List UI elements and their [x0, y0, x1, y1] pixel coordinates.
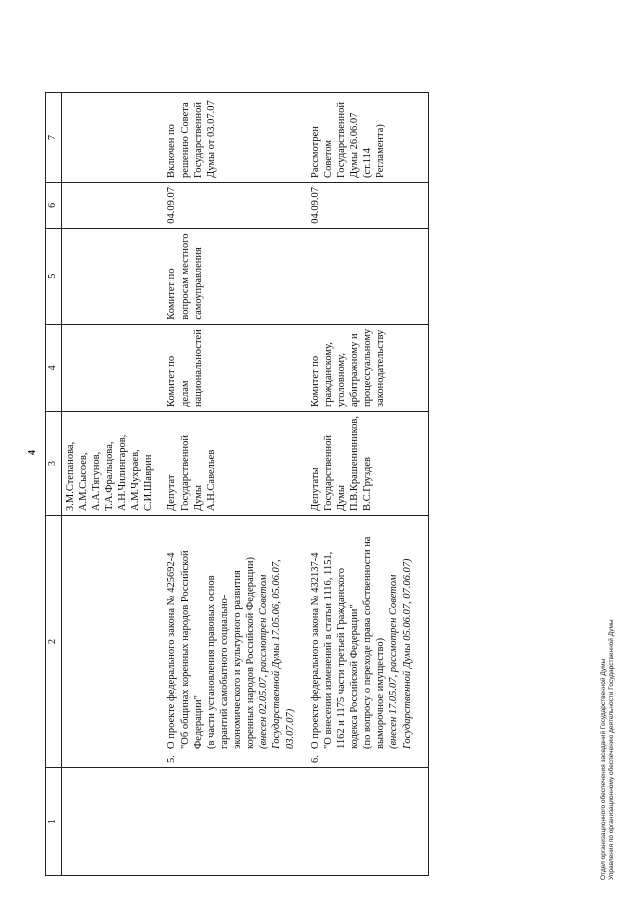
committee-line: законодательству [375, 329, 387, 407]
committee-cell [163, 324, 306, 411]
author-line: А.Н.Савельев [205, 449, 217, 511]
bill-title-line: "О внесении изменений в статьи 1116, 1151, [322, 551, 334, 749]
bill-title-line: (по вопросу о переходе права собственности на [362, 536, 374, 749]
bill-title-line: О проекте федерального закона № 432137-4 [309, 552, 321, 749]
table-row [163, 92, 306, 875]
author-line: Государственной [179, 435, 191, 511]
bill-title-line: "Об общинах коренных народов Российской [179, 550, 191, 749]
author-line: Думы [335, 485, 347, 511]
bill-title-line: выморочное имущество) [375, 637, 387, 749]
column-header: 7 [46, 92, 62, 182]
bill-title-cell [307, 516, 429, 768]
author-line: В.С.Груздев [362, 457, 374, 511]
author-line: З.М.Степанова, [64, 441, 76, 511]
committee-line: Комитет по делам [166, 355, 191, 407]
author-line: П.В.Крашенинников, [349, 416, 360, 511]
author-line: А.Н.Чилингаров, [117, 434, 128, 511]
co-committee-cell [307, 228, 429, 324]
bill-note-line: Государственной Думы 05.06.07, 07.06.07) [401, 558, 413, 749]
author-line: А.М.Сысоев, [77, 452, 89, 511]
row-number-cell [163, 768, 306, 876]
author-line: А.М.Чухраев, [130, 449, 142, 511]
committee-line: процессуальному [362, 328, 374, 407]
author-line: А.А.Тягунов, [90, 451, 102, 511]
bill-title-line: Федерации" [192, 695, 204, 749]
status-cell [307, 92, 429, 182]
column-header: 2 [46, 516, 62, 768]
co-committee-line: Комитет по [166, 268, 178, 320]
bill-note-line: (внесен 02.05.07, рассмотрен Советом [258, 574, 270, 749]
bill-title-line: (в части установления правовых основ [205, 575, 217, 749]
committee-line: арбитражному и [349, 333, 360, 407]
status-line: Государственной [335, 102, 347, 178]
column-header: 6 [46, 182, 62, 228]
co-committee-line: вопросам местного [179, 233, 191, 320]
status-line: Рассмотрен Советом [309, 126, 334, 178]
row-number: 6. [309, 755, 321, 763]
row-number-cell [307, 768, 429, 876]
bill-note-line: 03.07.07) [284, 708, 296, 749]
column-header: 3 [46, 412, 62, 516]
bill-note-line: (внесен 17.05.07, рассмотрен Советом [388, 574, 400, 749]
footer-line: Управления по организационному обеспечению деятельности Государственной Думы [608, 619, 616, 880]
agenda-table [45, 92, 429, 876]
date-cell: 04.09.07 [163, 182, 306, 228]
author-line: Депутат [166, 474, 178, 511]
author-line: Депутаты [309, 467, 321, 511]
table-row [307, 92, 429, 875]
bill-title-line: гарантий самобытного социально- [218, 594, 230, 749]
co-committee-line: самоуправления [192, 247, 204, 320]
status-cell [163, 92, 306, 182]
bill-title-line: кодекса Российской Федерации" [349, 604, 360, 749]
bill-title-line: О проекте федерального закона № 425692-4 [166, 552, 178, 749]
row-number: 5. [166, 755, 178, 763]
document-footer [600, 619, 616, 880]
status-line: Включен по [166, 124, 178, 178]
column-number-header [46, 92, 62, 875]
author-line: С.И.Шаврин [143, 454, 155, 511]
status-line: Думы 26.06.07 [349, 112, 360, 178]
authors-cell [307, 412, 429, 516]
page-number: 4 [27, 450, 38, 455]
column-header: 4 [46, 324, 62, 411]
authors-cell [61, 412, 163, 516]
bill-title-line: коренных народов Российской Федерации) [245, 556, 257, 749]
committee-line: гражданскому, [322, 342, 334, 407]
author-line: Т.А.Фральцова, [103, 441, 115, 511]
status-line: решению Совета [179, 102, 191, 178]
status-line: (ст.114 Регламента) [362, 124, 387, 178]
committee-line: национальностей [192, 329, 204, 407]
status-line: Государственной [192, 102, 204, 178]
committee-line: Комитет по [309, 355, 321, 407]
table-row-continuation [61, 92, 163, 875]
co-committee-cell [163, 228, 306, 324]
bill-title-line: экономического и культурного развития [232, 570, 243, 749]
bill-title-cell [163, 516, 306, 768]
author-line: Государственной [322, 435, 334, 511]
committee-line: уголовному, [335, 353, 347, 407]
author-line: Думы [192, 485, 204, 511]
column-header: 1 [46, 768, 62, 876]
column-header: 5 [46, 228, 62, 324]
footer-line: Отдел организационного обеспечения заседаний Государственной Думы [600, 658, 607, 880]
date-cell: 04.09.07 [307, 182, 429, 228]
committee-cell [307, 324, 429, 411]
bill-title-line: 1162 и 1175 части третьей Гражданского [335, 567, 347, 749]
status-line: Думы от 03.07.07 [205, 100, 217, 178]
bill-note-line: Государственной Думы 17.05.06, 05.06.07, [271, 559, 283, 749]
authors-cell [163, 412, 306, 516]
